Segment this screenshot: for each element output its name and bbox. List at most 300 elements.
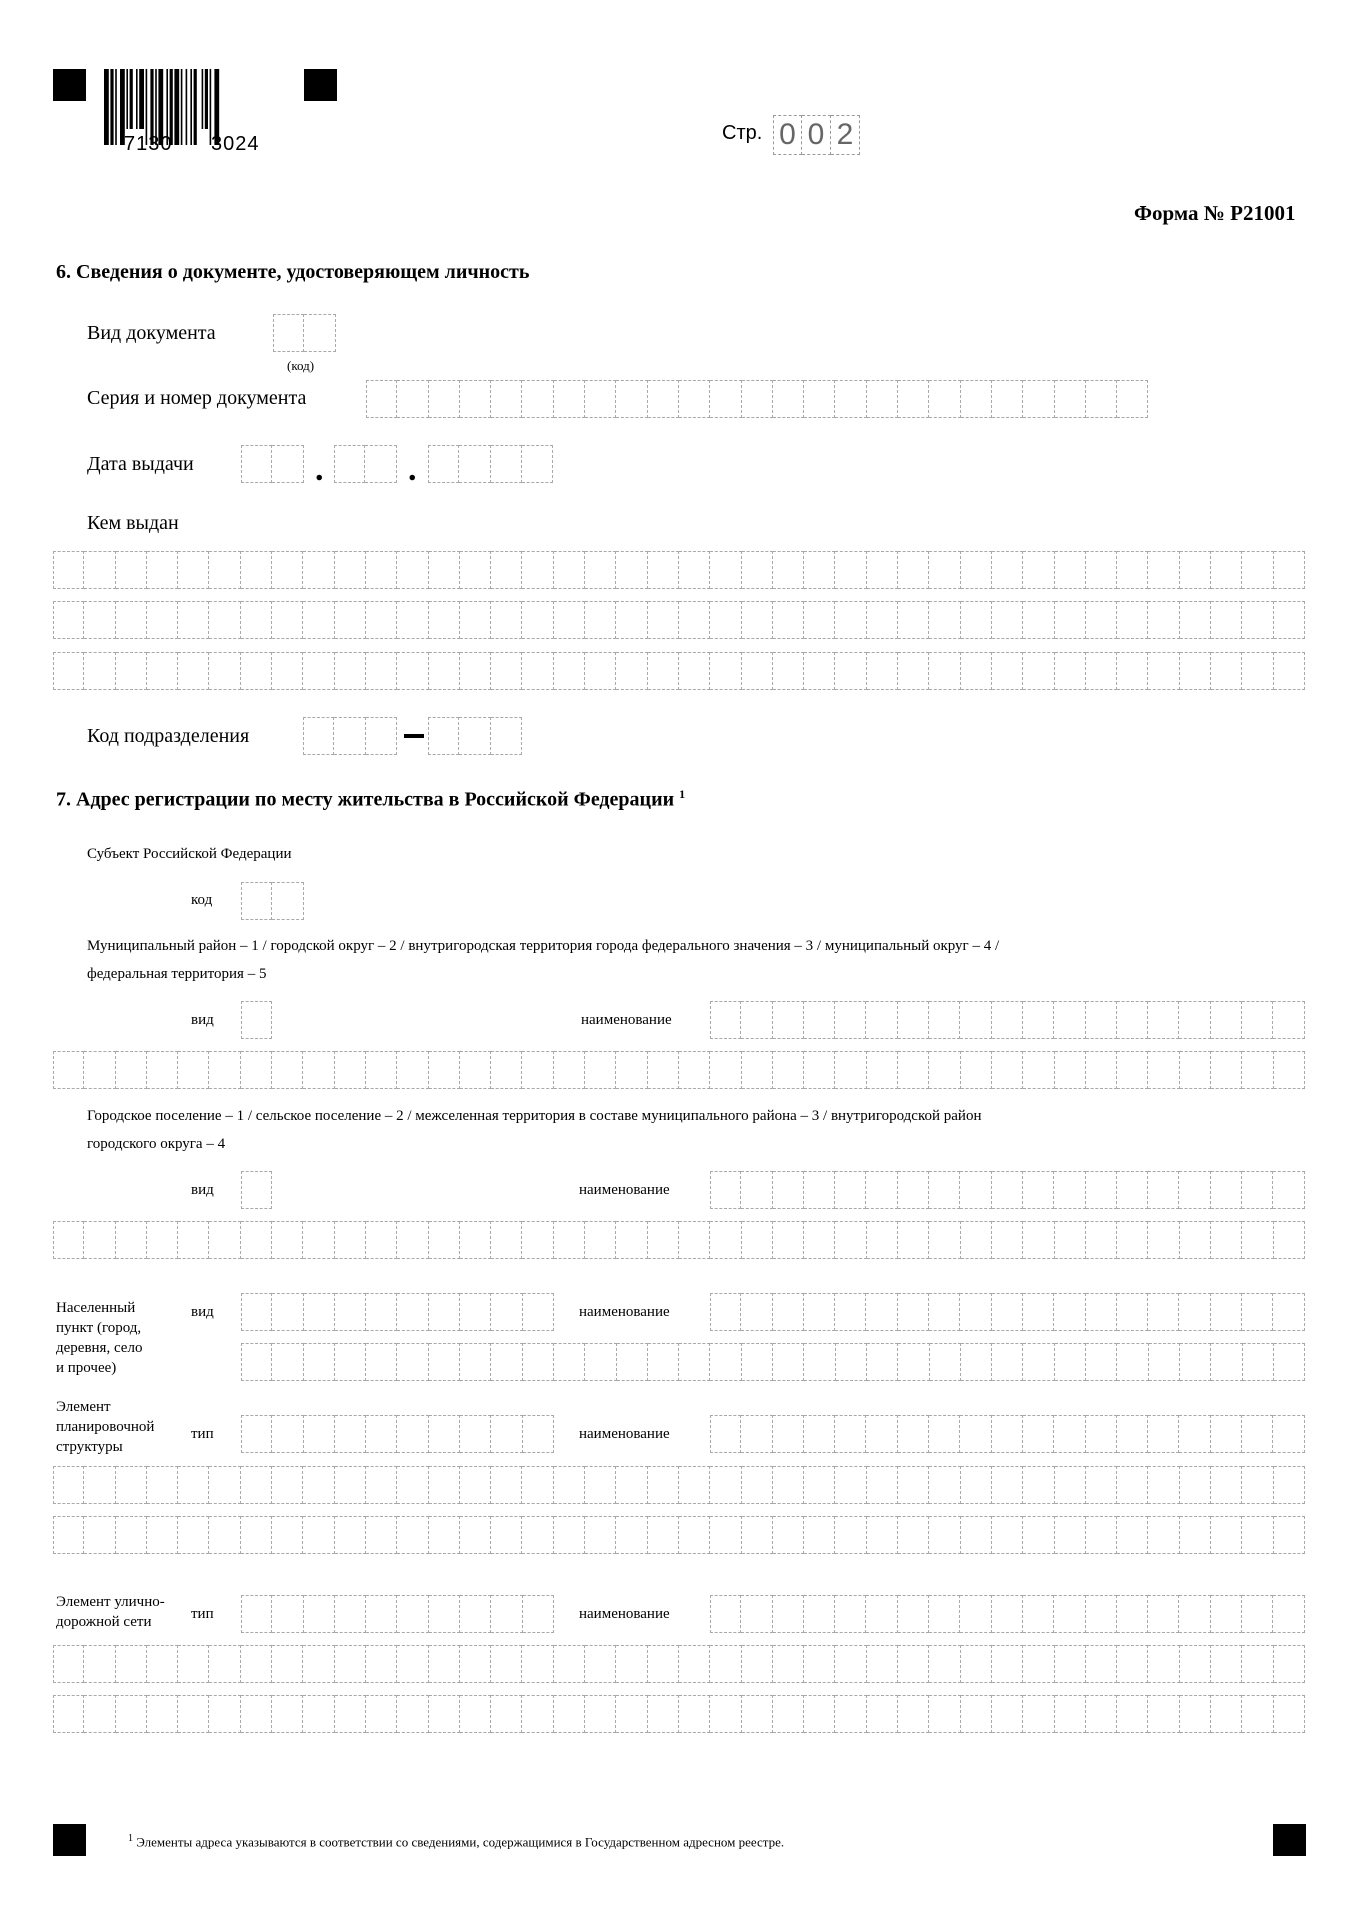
char-cell[interactable]	[397, 1293, 428, 1331]
char-cell[interactable]	[1149, 1343, 1180, 1381]
char-cell[interactable]	[491, 1695, 522, 1733]
char-cell[interactable]	[460, 652, 491, 690]
char-cell[interactable]	[241, 1466, 272, 1504]
char-cell[interactable]	[272, 1595, 303, 1633]
char-cell[interactable]	[867, 1516, 898, 1554]
char-cell[interactable]	[53, 1695, 84, 1733]
char-cell[interactable]	[648, 1466, 679, 1504]
char-cell[interactable]	[960, 1293, 991, 1331]
char-cell[interactable]	[1055, 380, 1086, 418]
char-cell[interactable]	[272, 1343, 303, 1381]
char-cell[interactable]	[804, 1051, 835, 1089]
char-cell[interactable]	[335, 1645, 366, 1683]
char-cell[interactable]	[335, 551, 366, 589]
char-cell[interactable]	[1211, 1221, 1242, 1259]
char-cell[interactable]	[992, 1415, 1023, 1453]
char-cell[interactable]	[1023, 551, 1054, 589]
settlement-name-field-line1[interactable]	[710, 1171, 1305, 1209]
char-cell[interactable]	[1055, 1645, 1086, 1683]
char-cell[interactable]	[491, 1516, 522, 1554]
char-cell[interactable]	[241, 1595, 272, 1633]
char-cell[interactable]	[898, 652, 929, 690]
char-cell[interactable]	[522, 1645, 553, 1683]
char-cell[interactable]	[554, 1343, 585, 1381]
char-cell[interactable]	[898, 1595, 929, 1633]
char-cell[interactable]	[1148, 1415, 1179, 1453]
char-cell[interactable]	[178, 1221, 209, 1259]
char-cell[interactable]	[1148, 1171, 1179, 1209]
char-cell[interactable]	[366, 601, 397, 639]
char-cell[interactable]	[241, 1343, 272, 1381]
char-cell[interactable]	[491, 380, 522, 418]
char-cell[interactable]	[961, 380, 992, 418]
char-cell[interactable]	[710, 1516, 741, 1554]
char-cell[interactable]	[397, 601, 428, 639]
char-cell[interactable]	[366, 1293, 397, 1331]
char-cell[interactable]	[929, 652, 960, 690]
char-cell[interactable]	[429, 1221, 460, 1259]
char-cell[interactable]	[929, 1695, 960, 1733]
char-cell[interactable]	[53, 1516, 84, 1554]
char-cell[interactable]	[53, 1645, 84, 1683]
issued-by-field-line2[interactable]	[53, 601, 1305, 639]
char-cell[interactable]	[679, 601, 710, 639]
char-cell[interactable]	[1086, 1466, 1117, 1504]
char-cell[interactable]	[460, 1466, 491, 1504]
char-cell[interactable]	[585, 652, 616, 690]
char-cell[interactable]	[460, 1516, 491, 1554]
char-cell[interactable]	[1023, 1466, 1054, 1504]
char-cell[interactable]	[710, 1051, 741, 1089]
char-cell[interactable]	[53, 601, 84, 639]
char-cell[interactable]	[1211, 1051, 1242, 1089]
char-cell[interactable]	[1179, 1001, 1210, 1039]
char-cell[interactable]	[459, 445, 490, 483]
char-cell[interactable]	[804, 652, 835, 690]
char-cell[interactable]	[1179, 1171, 1210, 1209]
char-cell[interactable]	[1054, 1415, 1085, 1453]
char-cell[interactable]	[366, 380, 397, 418]
char-cell[interactable]	[929, 1595, 960, 1633]
char-cell[interactable]	[773, 380, 804, 418]
char-cell[interactable]	[272, 1221, 303, 1259]
char-cell[interactable]	[303, 1051, 334, 1089]
char-cell[interactable]	[961, 1645, 992, 1683]
char-cell[interactable]	[804, 380, 835, 418]
char-cell[interactable]	[1148, 1293, 1179, 1331]
char-cell[interactable]	[1117, 1001, 1148, 1039]
char-cell[interactable]	[241, 1171, 272, 1209]
char-cell[interactable]	[1086, 1695, 1117, 1733]
char-cell[interactable]	[178, 601, 209, 639]
char-cell[interactable]	[397, 1645, 428, 1683]
char-cell[interactable]	[835, 1051, 866, 1089]
char-cell[interactable]	[992, 551, 1023, 589]
char-cell[interactable]	[930, 1343, 961, 1381]
char-cell[interactable]	[679, 380, 710, 418]
char-cell[interactable]	[992, 1051, 1023, 1089]
char-cell[interactable]	[835, 652, 866, 690]
char-cell[interactable]	[804, 1221, 835, 1259]
char-cell[interactable]	[929, 601, 960, 639]
char-cell[interactable]	[554, 1645, 585, 1683]
char-cell[interactable]	[679, 1645, 710, 1683]
char-cell[interactable]	[1148, 652, 1179, 690]
char-cell[interactable]	[1180, 652, 1211, 690]
char-cell[interactable]	[836, 1343, 867, 1381]
char-cell[interactable]	[773, 1343, 804, 1381]
char-cell[interactable]	[773, 1695, 804, 1733]
char-cell[interactable]	[1086, 1595, 1117, 1633]
char-cell[interactable]	[335, 1595, 366, 1633]
char-cell[interactable]	[710, 1595, 741, 1633]
char-cell[interactable]	[929, 1293, 960, 1331]
char-cell[interactable]	[1242, 551, 1273, 589]
char-cell[interactable]	[272, 1645, 303, 1683]
char-cell[interactable]	[616, 652, 647, 690]
char-cell[interactable]	[648, 601, 679, 639]
char-cell[interactable]	[898, 1293, 929, 1331]
char-cell[interactable]	[366, 1466, 397, 1504]
char-cell[interactable]	[867, 1221, 898, 1259]
char-cell[interactable]	[1242, 652, 1273, 690]
char-cell[interactable]	[1086, 1221, 1117, 1259]
char-cell[interactable]	[773, 551, 804, 589]
char-cell[interactable]	[1211, 1466, 1242, 1504]
char-cell[interactable]	[116, 551, 147, 589]
char-cell[interactable]	[209, 1516, 240, 1554]
char-cell[interactable]	[804, 601, 835, 639]
char-cell[interactable]	[1211, 1516, 1242, 1554]
issued-by-field-line1[interactable]	[53, 551, 1305, 589]
char-cell[interactable]	[491, 1466, 522, 1504]
char-cell[interactable]	[522, 380, 553, 418]
char-cell[interactable]	[304, 1595, 335, 1633]
char-cell[interactable]	[961, 1695, 992, 1733]
char-cell[interactable]	[773, 601, 804, 639]
char-cell[interactable]	[335, 601, 366, 639]
char-cell[interactable]	[554, 551, 585, 589]
char-cell[interactable]	[616, 551, 647, 589]
char-cell[interactable]	[241, 551, 272, 589]
char-cell[interactable]	[961, 1516, 992, 1554]
char-cell[interactable]	[1023, 652, 1054, 690]
char-cell[interactable]	[335, 1293, 366, 1331]
char-cell[interactable]	[835, 1695, 866, 1733]
char-cell[interactable]	[898, 1221, 929, 1259]
char-cell[interactable]	[241, 1221, 272, 1259]
char-cell[interactable]	[1274, 1051, 1305, 1089]
char-cell[interactable]	[366, 1516, 397, 1554]
char-cell[interactable]	[397, 652, 428, 690]
char-cell[interactable]	[460, 1595, 491, 1633]
char-cell[interactable]	[523, 1415, 554, 1453]
char-cell[interactable]	[1117, 1415, 1148, 1453]
street-name-field-line1[interactable]	[710, 1595, 1305, 1633]
char-cell[interactable]	[460, 1695, 491, 1733]
char-cell[interactable]	[491, 1343, 522, 1381]
char-cell[interactable]	[53, 1466, 84, 1504]
char-cell[interactable]	[397, 1516, 428, 1554]
char-cell[interactable]	[147, 1466, 178, 1504]
char-cell[interactable]	[303, 1466, 334, 1504]
char-cell[interactable]	[1179, 1293, 1210, 1331]
char-cell[interactable]	[867, 601, 898, 639]
char-cell[interactable]	[1086, 551, 1117, 589]
char-cell[interactable]	[1180, 551, 1211, 589]
locality-kind-field[interactable]	[241, 1293, 554, 1331]
char-cell[interactable]	[741, 1001, 772, 1039]
char-cell[interactable]	[961, 551, 992, 589]
char-cell[interactable]	[522, 1466, 553, 1504]
char-cell[interactable]	[992, 1171, 1023, 1209]
char-cell[interactable]	[1180, 1221, 1211, 1259]
char-cell[interactable]	[1117, 1171, 1148, 1209]
char-cell[interactable]	[961, 652, 992, 690]
char-cell[interactable]	[898, 601, 929, 639]
char-cell[interactable]	[616, 1051, 647, 1089]
char-cell[interactable]	[1055, 601, 1086, 639]
char-cell[interactable]	[1211, 652, 1242, 690]
char-cell[interactable]	[679, 652, 710, 690]
char-cell[interactable]	[1148, 1695, 1179, 1733]
char-cell[interactable]	[961, 601, 992, 639]
char-cell[interactable]	[1242, 1595, 1273, 1633]
series-number-field[interactable]	[366, 380, 1148, 418]
char-cell[interactable]	[773, 1221, 804, 1259]
char-cell[interactable]	[992, 1695, 1023, 1733]
char-cell[interactable]	[522, 1221, 553, 1259]
char-cell[interactable]	[773, 1595, 804, 1633]
char-cell[interactable]	[554, 1695, 585, 1733]
char-cell[interactable]	[1180, 1695, 1211, 1733]
char-cell[interactable]	[1274, 551, 1305, 589]
char-cell[interactable]	[1274, 601, 1305, 639]
char-cell[interactable]	[1242, 1171, 1273, 1209]
char-cell[interactable]	[209, 1221, 240, 1259]
char-cell[interactable]	[1211, 1645, 1242, 1683]
char-cell[interactable]	[303, 652, 334, 690]
char-cell[interactable]	[835, 1001, 866, 1039]
char-cell[interactable]	[867, 652, 898, 690]
char-cell[interactable]	[1117, 380, 1148, 418]
char-cell[interactable]	[460, 1415, 491, 1453]
char-cell[interactable]	[1023, 380, 1054, 418]
char-cell[interactable]	[335, 1695, 366, 1733]
char-cell[interactable]	[804, 1645, 835, 1683]
char-cell[interactable]	[1211, 1415, 1242, 1453]
char-cell[interactable]	[429, 1516, 460, 1554]
char-cell[interactable]	[1023, 601, 1054, 639]
municipal-name-field-line1[interactable]	[710, 1001, 1305, 1039]
char-cell[interactable]	[1148, 1645, 1179, 1683]
char-cell[interactable]	[209, 652, 240, 690]
char-cell[interactable]	[554, 1516, 585, 1554]
char-cell[interactable]	[1023, 1343, 1054, 1381]
char-cell[interactable]	[1148, 1595, 1179, 1633]
char-cell[interactable]	[397, 380, 428, 418]
char-cell[interactable]	[429, 380, 460, 418]
municipal-name-field-line2[interactable]	[53, 1051, 1305, 1089]
char-cell[interactable]	[992, 1001, 1023, 1039]
char-cell[interactable]	[460, 551, 491, 589]
char-cell[interactable]	[898, 380, 929, 418]
char-cell[interactable]	[272, 1293, 303, 1331]
char-cell[interactable]	[835, 380, 866, 418]
char-cell[interactable]	[272, 601, 303, 639]
char-cell[interactable]	[1180, 1466, 1211, 1504]
char-cell[interactable]	[429, 1293, 460, 1331]
char-cell[interactable]	[1242, 1415, 1273, 1453]
char-cell[interactable]	[303, 551, 334, 589]
char-cell[interactable]	[429, 652, 460, 690]
char-cell[interactable]	[1211, 1595, 1242, 1633]
char-cell[interactable]	[710, 1293, 741, 1331]
char-cell[interactable]	[491, 1415, 522, 1453]
division-code-part1-field[interactable]	[303, 717, 397, 755]
locality-name-field-line1[interactable]	[710, 1293, 1305, 1331]
char-cell[interactable]	[1179, 1595, 1210, 1633]
char-cell[interactable]	[867, 1466, 898, 1504]
char-cell[interactable]	[147, 1051, 178, 1089]
char-cell[interactable]	[1148, 1516, 1179, 1554]
char-cell[interactable]	[554, 1221, 585, 1259]
char-cell[interactable]	[241, 1645, 272, 1683]
char-cell[interactable]	[773, 652, 804, 690]
char-cell[interactable]	[1086, 1516, 1117, 1554]
char-cell[interactable]	[804, 551, 835, 589]
char-cell[interactable]	[116, 1695, 147, 1733]
char-cell[interactable]	[679, 1466, 710, 1504]
char-cell[interactable]	[460, 1343, 491, 1381]
char-cell[interactable]	[84, 652, 115, 690]
char-cell[interactable]	[773, 1415, 804, 1453]
char-cell[interactable]	[397, 1221, 428, 1259]
char-cell[interactable]	[397, 551, 428, 589]
char-cell[interactable]	[929, 1171, 960, 1209]
char-cell[interactable]	[1242, 1221, 1273, 1259]
char-cell[interactable]	[178, 652, 209, 690]
char-cell[interactable]	[1242, 1293, 1273, 1331]
char-cell[interactable]	[773, 1171, 804, 1209]
char-cell[interactable]	[147, 652, 178, 690]
char-cell[interactable]	[1117, 1466, 1148, 1504]
char-cell[interactable]	[992, 1343, 1023, 1381]
char-cell[interactable]	[929, 1645, 960, 1683]
char-cell[interactable]	[147, 1645, 178, 1683]
char-cell[interactable]	[178, 1516, 209, 1554]
char-cell[interactable]	[1086, 1001, 1117, 1039]
char-cell[interactable]	[1274, 1695, 1305, 1733]
char-cell[interactable]	[1086, 1415, 1117, 1453]
char-cell[interactable]	[1086, 652, 1117, 690]
char-cell[interactable]	[272, 1051, 303, 1089]
char-cell[interactable]	[773, 1293, 804, 1331]
char-cell[interactable]	[241, 882, 272, 920]
char-cell[interactable]	[866, 1293, 897, 1331]
char-cell[interactable]	[804, 1171, 835, 1209]
char-cell[interactable]	[209, 1466, 240, 1504]
char-cell[interactable]	[1117, 1645, 1148, 1683]
char-cell[interactable]	[304, 314, 335, 352]
char-cell[interactable]	[116, 1051, 147, 1089]
char-cell[interactable]	[366, 1415, 397, 1453]
char-cell[interactable]	[710, 1645, 741, 1683]
char-cell[interactable]	[992, 1466, 1023, 1504]
char-cell[interactable]	[491, 1221, 522, 1259]
char-cell[interactable]	[523, 1595, 554, 1633]
char-cell[interactable]	[898, 1343, 929, 1381]
char-cell[interactable]	[272, 1466, 303, 1504]
char-cell[interactable]	[84, 1221, 115, 1259]
char-cell[interactable]	[1148, 1001, 1179, 1039]
char-cell[interactable]	[1211, 1171, 1242, 1209]
char-cell[interactable]	[710, 1221, 741, 1259]
char-cell[interactable]	[804, 1293, 835, 1331]
char-cell[interactable]	[1180, 1343, 1211, 1381]
char-cell[interactable]	[616, 601, 647, 639]
char-cell[interactable]	[585, 1645, 616, 1683]
char-cell[interactable]	[742, 1051, 773, 1089]
char-cell[interactable]	[742, 1221, 773, 1259]
char-cell[interactable]	[429, 551, 460, 589]
char-cell[interactable]	[742, 652, 773, 690]
char-cell[interactable]	[804, 1466, 835, 1504]
char-cell[interactable]	[273, 314, 304, 352]
char-cell[interactable]	[929, 1516, 960, 1554]
char-cell[interactable]	[335, 1516, 366, 1554]
char-cell[interactable]	[1055, 1343, 1086, 1381]
char-cell[interactable]	[773, 1051, 804, 1089]
char-cell[interactable]	[241, 445, 272, 483]
char-cell[interactable]	[460, 1645, 491, 1683]
char-cell[interactable]	[960, 1595, 991, 1633]
char-cell[interactable]	[773, 1466, 804, 1504]
char-cell[interactable]	[929, 1415, 960, 1453]
char-cell[interactable]	[773, 1645, 804, 1683]
char-cell[interactable]	[960, 1171, 991, 1209]
char-cell[interactable]	[116, 1516, 147, 1554]
char-cell[interactable]	[116, 601, 147, 639]
char-cell[interactable]	[429, 1595, 460, 1633]
planning-name-field-line1[interactable]	[710, 1415, 1305, 1453]
char-cell[interactable]	[742, 551, 773, 589]
char-cell[interactable]	[961, 1051, 992, 1089]
char-cell[interactable]	[554, 601, 585, 639]
char-cell[interactable]	[898, 1516, 929, 1554]
char-cell[interactable]	[1086, 380, 1117, 418]
char-cell[interactable]	[1055, 551, 1086, 589]
planning-name-field-line2[interactable]	[53, 1466, 1305, 1504]
char-cell[interactable]	[835, 1516, 866, 1554]
issued-by-field-line3[interactable]	[53, 652, 1305, 690]
char-cell[interactable]	[710, 1466, 741, 1504]
char-cell[interactable]	[209, 551, 240, 589]
char-cell[interactable]	[335, 1221, 366, 1259]
char-cell[interactable]	[585, 1221, 616, 1259]
char-cell[interactable]	[272, 1516, 303, 1554]
char-cell[interactable]	[1242, 1645, 1273, 1683]
char-cell[interactable]	[648, 1051, 679, 1089]
char-cell[interactable]	[1117, 1516, 1148, 1554]
char-cell[interactable]	[1086, 1051, 1117, 1089]
char-cell[interactable]	[366, 1051, 397, 1089]
char-cell[interactable]	[1211, 551, 1242, 589]
char-cell[interactable]	[147, 1695, 178, 1733]
char-cell[interactable]	[742, 1466, 773, 1504]
char-cell[interactable]	[53, 551, 84, 589]
char-cell[interactable]	[898, 1001, 929, 1039]
